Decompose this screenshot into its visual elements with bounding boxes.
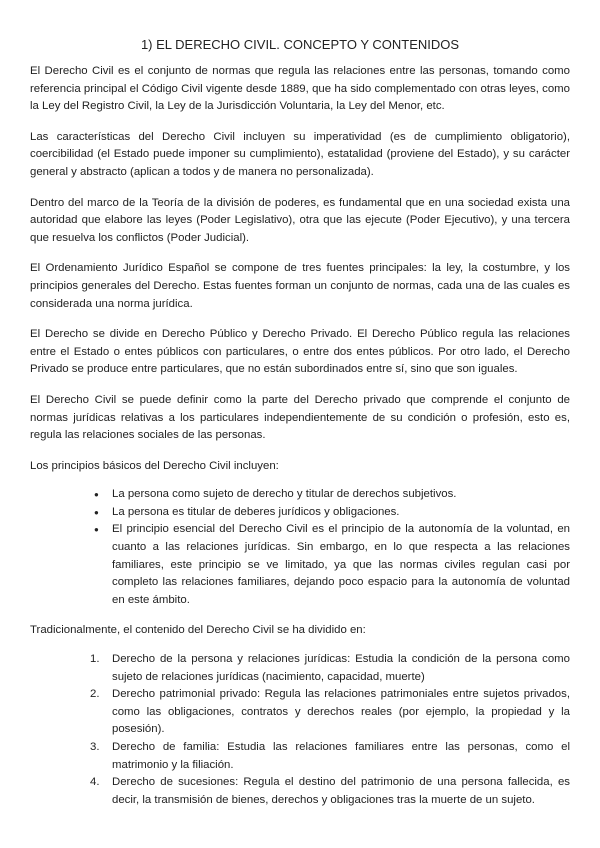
list-item-text: Derecho de familia: Estudia las relaciones familiares entre las personas, como el matrimonio y la filiación. — [112, 741, 570, 771]
paragraph-contents-intro: Tradicionalmente, el contenido del Derecho Civil se ha dividido en: — [30, 624, 366, 637]
list-item: ● La persona como sujeto de derecho y titular de derechos subjetivos. — [112, 486, 570, 504]
list-number: 2. — [90, 688, 100, 701]
list-number: 1. — [90, 653, 100, 666]
list-item — [90, 774, 570, 809]
list-item — [90, 686, 570, 739]
list-item-text: Derecho de sucesiones: Regula el destino del patrimonio de una persona fallecida, es decir, la transmisión de bienes, derechos y obligaciones tras la muerte de un sujeto. — [112, 776, 570, 806]
list-item: ● La persona es titular de deberes jurídicos y obligaciones. — [112, 504, 570, 522]
list-item-text: Derecho de la persona y relaciones jurídicas: Estudia la condición de la persona como sujeto de relaciones jurídicas (nacimiento, capacidad, muerte) — [112, 653, 570, 683]
paragraph-principles-intro: Los principios básicos del Derecho Civil incluyen: — [30, 459, 279, 472]
list-number: 4. — [90, 776, 100, 789]
list-item — [90, 739, 570, 774]
list-number: 3. — [90, 741, 100, 753]
paragraph-division-of-powers: Dentro del marco de la Teoría de la división de poderes, es fundamental que en una sociedad exista una autoridad que elabore las leyes (Poder Legislativo), otra que las ejecute (Poder Ejecutivo), y una tercera que resuelva los conflictos (Poder Judicial). — [30, 196, 570, 244]
principles-list — [30, 486, 570, 609]
list-item — [90, 651, 570, 686]
list-item-text: Derecho patrimonial privado: Regula las relaciones patrimoniales entre sujetos privados, como las obligaciones, contratos y derechos reales (por ejemplo, la propiedad y la posesión). — [112, 688, 570, 736]
paragraph-definition: El Derecho Civil es el conjunto de normas que regula las relaciones entre las personas, tomando como referencia principal el Código Civil vigente desde 1889, que ha sido complementado con otras leyes, como la Ley del Registro Civil, la Ley de la Jurisdicción Voluntaria, la Ley del Menor, etc. — [30, 65, 570, 113]
paragraph-public-private: El Derecho se divide en Derecho Público y Derecho Privado. El Derecho Público regula las relaciones entre el Estado o entes públicos con particulares, o entre dos entes públicos. Por otro lado, el Derecho Privado se produce entre particulares, que no están subordinados entre sí, sino que son iguales. — [30, 328, 570, 376]
paragraph-legal-order: El Ordenamiento Jurídico Español se compone de tres fuentes principales: la ley, la costumbre, y los principios generales del Derecho. Estas fuentes forman un conjunto de normas, cada una de las cuales es considerada una norma jurídica. — [30, 262, 570, 310]
page-title: 1) EL DERECHO CIVIL. CONCEPTO Y CONTENIDOS — [140, 37, 460, 52]
paragraph-characteristics: Las características del Derecho Civil incluyen su imperatividad (es de cumplimiento obligatorio), coercibilidad (el Estado puede imponer su cumplimiento), estatalidad (proviene del Estado), y su carácter general y abstracto (aplican a todos y de manera no personalizada). — [30, 130, 570, 178]
paragraph-civil-law-definition: El Derecho Civil se puede definir como la parte del Derecho privado que comprende el conjunto de normas jurídicas relativas a los particulares independientemente de su condición o profesión, esto es, regula las relaciones sociales de las personas. — [30, 393, 570, 442]
contents-list — [30, 651, 570, 809]
list-item: ● El principio esencial del Derecho Civil es el principio de la autonomía de la voluntad, en cuanto a las relaciones jurídicas. Sin embargo, en lo que respecta a las relaciones familiares, este principio se ve limitado, ya que las normas civiles regulan casi por completo las relaciones familiares, dejando poco espacio para la autonomía de voluntad en este ámbito. — [112, 521, 570, 609]
